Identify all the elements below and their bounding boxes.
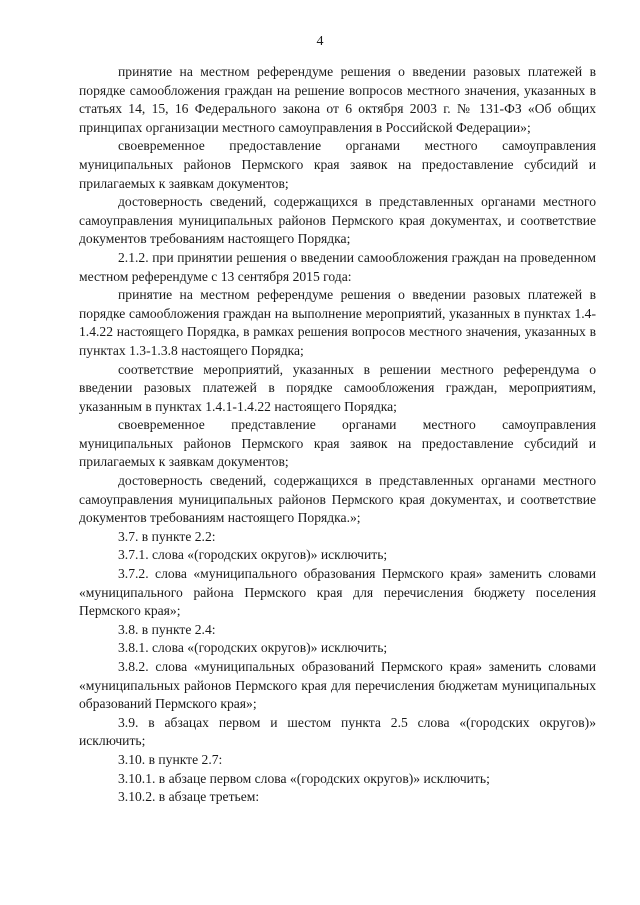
paragraph: 3.7.2. слова «муниципального образования Пермского края» заменить словами «муниципального района Пермского края для перечисления бюджету поселения Пермского края»; bbox=[79, 566, 596, 619]
paragraph: 3.10. в пункте 2.7: bbox=[118, 751, 223, 767]
paragraph: 3.8.2. слова «муниципальных образований Пермского края» заменить словами «муниципальных районов Пермского края для перечисления бюджетам муниципальных образований Пермского края»; bbox=[79, 659, 596, 712]
paragraph: достоверность сведений, содержащихся в представленных органами местного самоуправления муниципальных районов Пермского края документах, и соответствие документов требованиям настоящего Порядка.»; bbox=[79, 473, 596, 526]
paragraph: 2.1.2. при принятии решения о введении самообложения граждан на проведенном местном референдуме с 13 сентября 2015 года: bbox=[79, 249, 596, 284]
paragraph: принятие на местном референдуме решения о введении разовых платежей в порядке самообложения граждан на выполнение мероприятий, указанных в пунктах 1.4-1.4.22 настоящего Порядка, в рамках решения вопросов местного значения, указанных в пунктах 1.3-1.3.8 настоящего Порядка; bbox=[79, 287, 596, 358]
paragraph: достоверность сведений, содержащихся в представленных органами местного самоуправления муниципальных районов Пермского края документах, и соответствие документов требованиям настоящего Порядка; bbox=[79, 194, 596, 247]
paragraph: принятие на местном референдуме решения о введении разовых платежей в порядке самообложения граждан на решение вопросов местного значения, указанных в статьях 14, 15, 16 Федерального закона от 6 октября 2003 г. № 131-ФЗ «Об общих принципах организации местного самоуправления в Российской Федерации»; bbox=[79, 64, 596, 135]
paragraph: 3.8.1. слова «(городских округов)» исключить; bbox=[118, 640, 388, 656]
paragraph: 3.9. в абзацах первом и шестом пункта 2.5 слова «(городских округов)» исключить; bbox=[79, 714, 596, 749]
paragraph: 3.7. в пункте 2.2: bbox=[118, 528, 216, 544]
paragraph: своевременное предоставление органами местного самоуправления муниципальных районов Пермского края заявок на предоставление субсидий и прилагаемых к заявкам документов; bbox=[79, 138, 596, 191]
paragraph: 3.10.1. в абзаце первом слова «(городских округов)» исключить; bbox=[118, 770, 490, 786]
paragraph: 3.7.1. слова «(городских округов)» исключить; bbox=[118, 547, 388, 563]
page-number: 4 bbox=[316, 34, 324, 49]
paragraph: соответствие мероприятий, указанных в решении местного референдума о введении разовых платежей в порядке самообложения граждан, мероприятиям, указанным в пунктах 1.4.1-1.4.22 настоящего Порядка; bbox=[79, 361, 596, 414]
paragraph: 3.10.2. в абзаце третьем: bbox=[118, 789, 260, 805]
paragraph: своевременное представление органами местного самоуправления муниципальных районов Пермского края заявок на предоставление субсидий и прилагаемых к заявкам документов; bbox=[79, 417, 596, 470]
paragraph: 3.8. в пункте 2.4: bbox=[118, 621, 216, 637]
document-body bbox=[79, 63, 596, 807]
